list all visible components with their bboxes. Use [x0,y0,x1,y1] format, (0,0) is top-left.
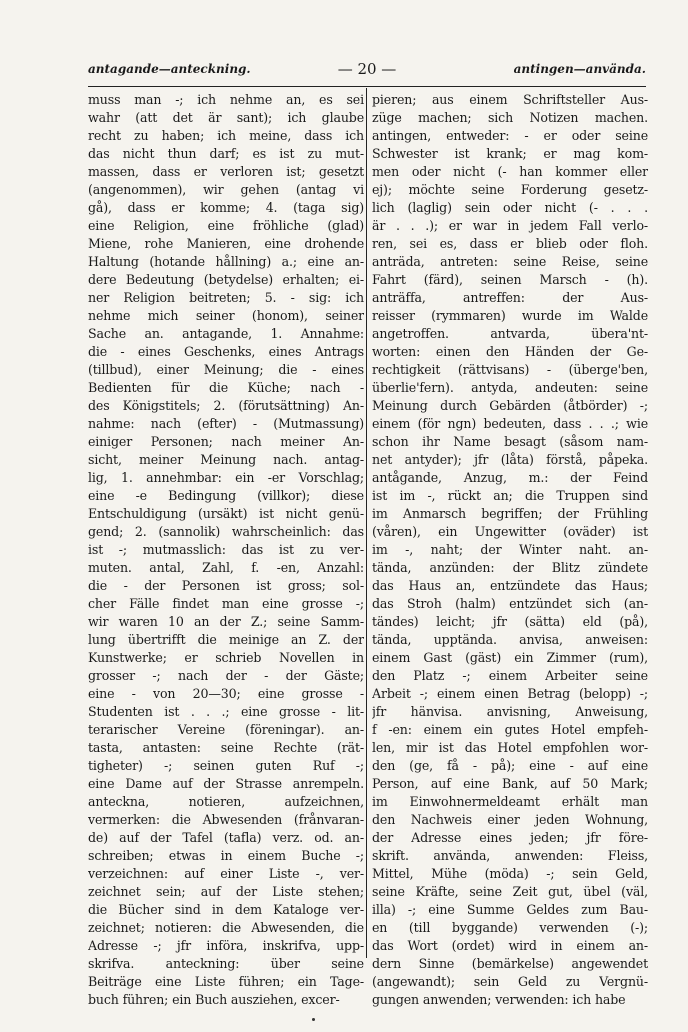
right-column-line: Meinung durch Gebärden (åtbörder) -; [372,398,648,413]
left-column [88,91,364,1009]
right-column-line: einem (för ngn) bedeuten, dass . . .; wie [372,416,648,431]
right-column-line: überlie'fern). antyda, andeuten: seine [372,380,648,395]
right-column-line: (angewandt); sein Geld zu Vergnü- [372,974,648,989]
right-column-line: angetroffen. antvarda, übera'nt- [372,326,648,341]
left-column-line: muten. antal, Zahl, f. -en, Anzahl: [88,560,364,575]
right-column-line: worten: einen den Händen der Ge- [372,344,648,359]
left-column-line: wir waren 10 an der Z.; seine Samm- [88,614,364,629]
left-column-line: Entschuldigung (ursäkt) ist nicht genü- [88,506,364,521]
left-column-line: des Königstitels; 2. (förutsättning) An- [88,398,364,413]
right-column-line: reisser (rymmaren) wurde im Walde [372,308,648,323]
left-column-line: gend; 2. (sannolik) wahrscheinlich: das [88,524,364,539]
right-column-line: f -en: einem ein gutes Hotel empfeh- [372,722,648,737]
left-column-line: ner Religion beitreten; 5. - sig: ich [88,290,364,305]
right-column-line: ej); möchte seine Forderung gesetz- [372,182,648,197]
right-column-line: seine Kräfte, seine Zeit gut, übel (väl, [372,884,648,899]
left-column-line: die Bücher sind in dem Kataloge ver- [88,902,364,917]
left-column-line: zeichnet sein; auf der Liste stehen; [88,884,364,899]
left-column-line: terarischer Vereine (föreningar). an- [88,722,364,737]
left-column-line: Haltung (hotande hållning) a.; eine an- [88,254,364,269]
right-column-line: der Adresse eines jeden; jfr före- [372,830,648,845]
right-column-line: Schwester ist krank; er mag kom- [372,146,648,161]
right-column-line: illa) -; eine Summe Geldes zum Bau- [372,902,648,917]
right-column-line: schon ihr Name besagt (såsom nam- [372,434,648,449]
right-column-line: Person, auf eine Bank, auf 50 Mark; [372,776,648,791]
left-column-line: tasta, antasten: seine Rechte (rät- [88,740,364,755]
right-column-line: Fahrt (färd), seinen Marsch - (h). [372,272,648,287]
right-column [372,91,648,1009]
right-column-line: jfr hänvisa. anvisning, Anweisung, [372,704,648,719]
left-column-line: wahr (att det är sant); ich glaube [88,110,364,125]
left-column-line: die - eines Geschenks, eines Antrags [88,344,364,359]
column-divider [366,88,367,958]
right-column-line: den (ge, få - på); eine - auf eine [372,758,648,773]
running-header [88,60,646,82]
left-column-line: vermerken: die Abwesenden (frånvaran- [88,812,364,827]
right-column-line: das Stroh (halm) entzündet sich (an- [372,596,648,611]
right-column-line: skrift. använda, anwenden: Fleiss, [372,848,648,863]
left-column-line: skrifva. anteckning: über seine [88,956,364,971]
right-column-line: är . . .); er war in jedem Fall verlo- [372,218,648,233]
left-column-line: nehme mich seiner (honom), seiner [88,308,364,323]
left-column-line: gå), dass er komme; 4. (taga sig) [88,200,364,215]
left-column-line: (tillbud), einer Meinung; die - eines [88,362,364,377]
right-column-line: dern Sinne (bemärkelse) angewendet [372,956,648,971]
right-column-line: net antyder); jfr (låta) förstå, påpeka. [372,452,648,467]
left-column-line: das nicht thun darf; es ist zu mut- [88,146,364,161]
left-column-line: dere Bedeutung (betydelse) erhalten; ei- [88,272,364,287]
right-column-line: lich (laglig) sein oder nicht (- . . . [372,200,648,215]
right-column-line: men oder nicht (- han kommer eller [372,164,648,179]
left-column-line: schreiben; etwas in einem Buche -; [88,848,364,863]
right-column-line: (våren), ein Ungewitter (oväder) ist [372,524,648,539]
left-column-line: eine Religion, eine fröhliche (glad) [88,218,364,233]
right-column-line: den Platz -; einem Arbeiter seine [372,668,648,683]
right-column-line: tändes) leicht; jfr (sätta) eld (på), [372,614,648,629]
left-column-line: anteckna, notieren, aufzeichnen, [88,794,364,809]
paper-speck [312,1018,315,1021]
left-column-line: Sache an. antagande, 1. Annahme: [88,326,364,341]
right-column-line: einem Gast (gäst) ein Zimmer (rum), [372,650,648,665]
left-column-line: muss man -; ich nehme an, es sei [88,92,364,107]
right-column-line: ist im -, rückt an; die Truppen sind [372,488,648,503]
left-column-line: Kunstwerke; er schrieb Novellen in [88,650,364,665]
left-column-line: eine Dame auf der Strasse anrempeln. [88,776,364,791]
left-column-line: nahme: nach (efter) - (Mutmassung) [88,416,364,431]
left-column-line: buch führen; ein Buch ausziehen, excer- [88,992,340,1007]
right-column-line: gungen anwenden; verwenden: ich habe [372,992,626,1007]
right-column-line: antågande, Anzug, m.: der Feind [372,470,648,485]
right-column-line: züge machen; sich Notizen machen. [372,110,648,125]
left-column-line: lung übertrifft die meinige an Z. der [88,632,364,647]
right-column-line: en (till byggande) verwenden (-); [372,920,648,935]
left-column-line: Miene, rohe Manieren, eine drohende [88,236,364,251]
right-column-line: anträda, antreten: seine Reise, seine [372,254,648,269]
right-column-line: tända, upptända. anvisa, anweisen: [372,632,648,647]
right-column-line: Mittel, Mühe (möda) -; sein Geld, [372,866,648,881]
left-column-line: recht zu haben; ich meine, dass ich [88,128,364,143]
right-column-line: tända, anzünden: der Blitz zündete [372,560,648,575]
header-left-guide-words: antagande—anteckning. [88,62,251,76]
left-column-line: cher Fälle findet man eine grosse -; [88,596,364,611]
left-column-line: massen, dass er verloren ist; gesetzt [88,164,364,179]
left-column-line: verzeichnen: auf einer Liste -, ver- [88,866,364,881]
right-column-line: im -, naht; der Winter naht. an- [372,542,648,557]
right-column-line: anträffa, antreffen: der Aus- [372,290,648,305]
left-column-line: Studenten ist . . .; eine grosse - lit- [88,704,364,719]
left-column-line: Adresse -; jfr införa, inskrifva, upp- [88,938,364,953]
right-column-line: Arbeit -; einem einen Betrag (belopp) -; [372,686,648,701]
left-column-line: einiger Personen; nach meiner An- [88,434,364,449]
left-column-line: (angenommen), wir gehen (antag vi [88,182,364,197]
left-column-line: eine - von 20—30; eine grosse - [88,686,364,701]
left-column-line: ist -; mutmasslich: das ist zu ver- [88,542,364,557]
right-column-line: rechtigkeit (rättvisans) - (überge'ben, [372,362,648,377]
left-column-line: lig, 1. annehmbar: ein -er Vorschlag; [88,470,364,485]
right-column-line: len, mir ist das Hotel empfohlen wor- [372,740,648,755]
right-column-line: im Anmarsch begriffen; der Frühling [372,506,648,521]
right-column-line: das Wort (ordet) wird in einem an- [372,938,648,953]
left-column-line: Beiträge eine Liste führen; ein Tage- [88,974,364,989]
header-right-guide-words: antingen—använda. [513,62,646,76]
right-column-line: den Nachweis einer jeden Wohnung, [372,812,648,827]
right-column-line: ren, sei es, dass er blieb oder floh. [372,236,648,251]
left-column-line: sicht, meiner Meinung nach. antag- [88,452,364,467]
left-column-line: die - der Personen ist gross; sol- [88,578,364,593]
right-column-line: antingen, entweder: - er oder seine [372,128,648,143]
right-column-line: pieren; aus einem Schriftsteller Aus- [372,92,648,107]
left-column-line: de) auf der Tafel (tafla) verz. od. an- [88,830,364,845]
left-column-line: Bedienten für die Küche; nach - [88,380,364,395]
left-column-line: eine -e Bedingung (villkor); diese [88,488,364,503]
right-column-line: im Einwohnermeldeamt erhält man [372,794,648,809]
left-column-line: zeichnet; notieren: die Abwesenden, die [88,920,364,935]
left-column-line: tigheter) -; seinen guten Ruf -; [88,758,364,773]
right-column-line: das Haus an, entzündete das Haus; [372,578,648,593]
page-number: — 20 — [337,60,397,78]
left-column-line: grosser -; nach der - der Gäste; [88,668,364,683]
header-rule [88,86,646,87]
